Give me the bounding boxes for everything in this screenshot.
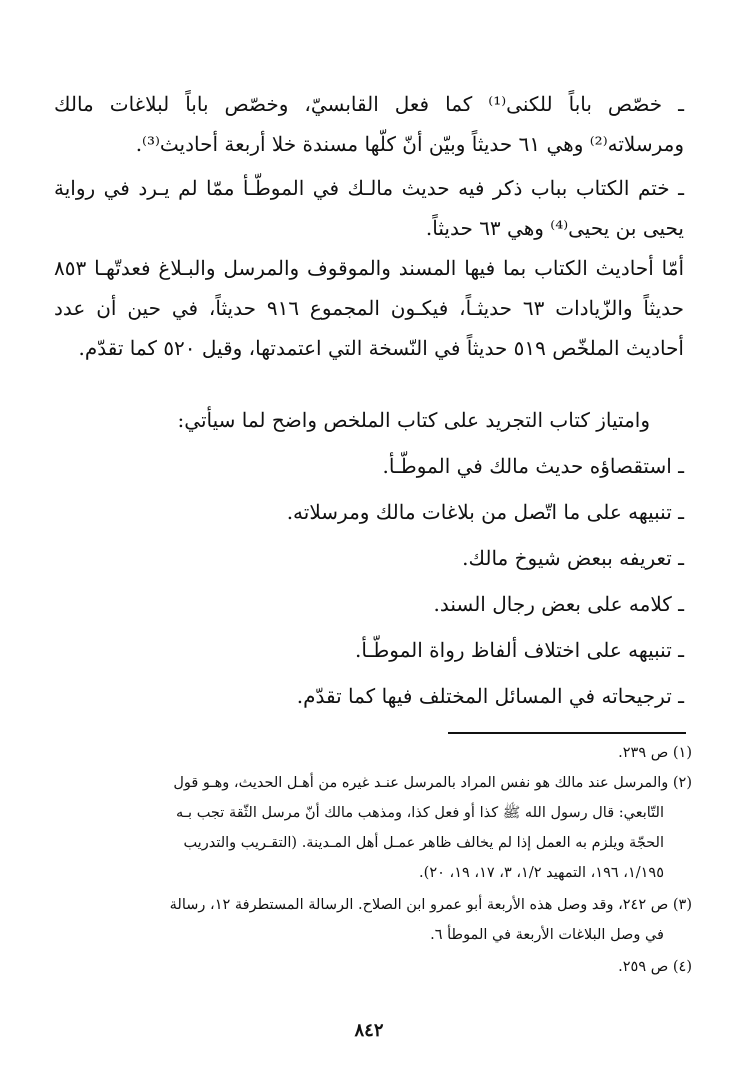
paragraph-3: أمّا أحاديث الكتاب بما فيها المسند والموقوف والمرسل والبـلاغ فعدتّهـا ٨٥٣ حديثاً والزّيادات ٦٣ حديثـاً، فيكـون المجموع ٩١٦ حديثاً، في حين أن عدد أحاديث الملخّص ٥١٩ حديثاً في النّسخة التي اعتمدتها، وقيل ٥٢٠ كما تقدّم. <box>54 256 684 360</box>
list-item: ـ تنبيهه على اختلاف ألفاظ رواة الموطّـأ. <box>355 638 684 662</box>
footnote-2-line-1: (٢) والمرسل عند مالك هو نفس المراد بالمرسل عنـد غيره من أهـل الحديث، وهـو قول <box>173 775 692 791</box>
list-item: ـ تنبيهه على ما اتّصل من بلاغات مالك ومرسلاته. <box>286 500 684 524</box>
list-item: ـ استقصاؤه حديث مالك في الموطّـأ. <box>382 454 684 478</box>
paragraph-1: ـ خصّص باباً للكنى⁽¹⁾ كما فعل القابسيّ، وخصّص باباً لبلاغات مالك ومرسلاته⁽²⁾ وهي ٦١ حديثاً وبيّن أنّ كلّها مسندة خلا أربعة أحاديث⁽³⁾. <box>54 92 684 156</box>
list-item: ـ ترجيحاته في المسائل المختلف فيها كما تقدّم. <box>296 684 684 708</box>
footnote-3 <box>44 890 692 950</box>
footnote-3-line-2: في وصل البلاغات الأربعة في الموطأ ٦. <box>430 927 664 943</box>
paragraph-4: وامتياز كتاب التجريد على كتاب الملخص واضح لما سيأتي: <box>177 408 650 432</box>
footnote-2-line-2: التّابعي: قال رسول الله ﷺ كذا أو فعل كذا، ومذهب مالك أنّ مرسل الثّقة تجب بـه <box>176 805 664 821</box>
footnote-3-line-1: (٣) ص ٢٤٢، وقد وصل هذه الأربعة أبو عمرو ابن الصلاح. الرسالة المستطرفة ١٢، رسالة <box>169 897 692 913</box>
footnote-2-line-4: ١/١٩٥، ١٩٦، التمهيد ١/٢، ٣، ١٧، ١٩، ٢٠). <box>419 865 664 881</box>
footnote-4-line: (٤) ص ٢٥٩. <box>618 959 692 975</box>
footnote-1 <box>44 738 692 768</box>
footnote-1-line: (١) ص ٢٣٩. <box>618 745 692 761</box>
list-item: ـ تعريفه ببعض شيوخ مالك. <box>462 546 684 570</box>
footnote-4 <box>44 952 692 982</box>
footnote-2-line-3: الحجّة ويلزم به العمل إذا لم يخالف ظاهر عمـل أهل المـدينة. (التقـريب والتدريب <box>183 835 664 851</box>
paragraph-2: ـ ختم الكتاب بباب ذكر فيه حديث مالـك في الموطّـأ ممّا لم يـرد في رواية يحيى بن يحيى⁽⁴⁾ وهي ٦٣ حديثاً. <box>54 176 684 240</box>
footnote-separator <box>448 732 686 734</box>
list-item: ـ كلامه على بعض رجال السند. <box>433 592 684 616</box>
page-number: ٨٤٢ <box>354 1020 384 1041</box>
footnote-2 <box>44 768 692 888</box>
